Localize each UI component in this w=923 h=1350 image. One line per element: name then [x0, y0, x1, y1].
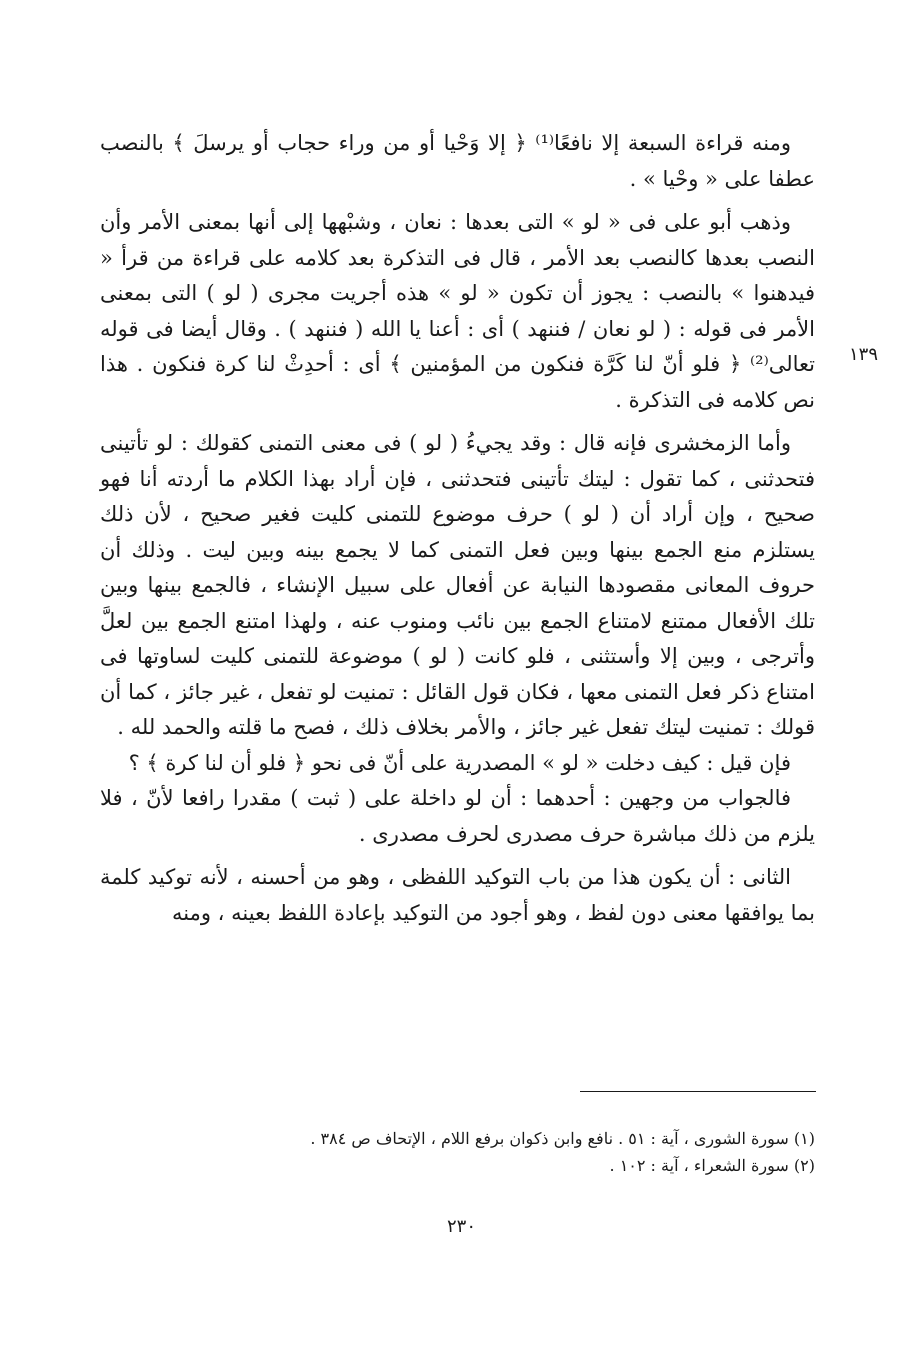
manuscript-margin-number: ١٣٩ — [848, 344, 878, 365]
paragraph-4: فإن قيل : كيف دخلت « لو » المصدرية على أنّ فى نحو ﴿ فلو أن لنا كرة ﴾ ؟ — [128, 750, 791, 775]
paragraph-1: ومنه قراءة السبعة إلا نافعًا⁽¹⁾ ﴿ إلا وَحْيا أو من وراء حجاب أو يرسلَ ﴾ بالنصب عطفا على « وحْيا » . — [100, 131, 815, 191]
footnote-1: (١) سورة الشورى ، آية : ٥١ . نافع وابن ذكوان برفع اللام ، الإتحاف ص ٣٨٤ . — [310, 1129, 815, 1148]
paragraph-6: الثانى : أن يكون هذا من باب التوكيد اللفظى ، وهو من أحسنه ، لأنه توكيد كلمة بما يوافقها معنى دون لفظ ، وهو أجود من التوكيد بإعادة اللفظ بعينه ، ومنه — [100, 865, 815, 925]
footnotes — [200, 1125, 815, 1179]
footnote-2: (٢) سورة الشعراء ، آية : ١٠٢ . — [609, 1156, 815, 1175]
page-number: ٢٣٠ — [446, 1216, 476, 1237]
paragraph-2: وذهب أبو على فى « لو » التى بعدها : نعان ، وشبْهها إلى أنها بمعنى الأمر وأن النصب بعدها كالنصب بعد الأمر ، قال فى التذكرة بعد كلامه على قراءة من قرأ « فيدهنوا » بالنصب : يجوز أن تكون « لو » هذه أجريت مجرى ( لو ) التى بمعنى الأمر فى قوله : ( لو نعان / فننهد ) أى : أعنا يا الله ( فننهد ) . وقال أيضا فى قوله تعالى⁽²⁾ ﴿ فلو أنّ لنا كَرَّة فنكون من المؤمنين ﴾ أى : أحدِثْ لنا كرة فنكون . هذا نص كلامه فى التذكرة . — [100, 210, 815, 412]
main-text — [100, 126, 815, 931]
paragraph-5: فالجواب من وجهين : أحدهما : أن لو داخلة على ( ثبت ) مقدرا رافعا لأنّ ، فلا يلزم من ذلك مباشرة حرف مصدرى لحرف مصدرى . — [100, 786, 815, 846]
footnote-divider — [580, 1091, 816, 1092]
paragraph-3: وأما الزمخشرى فإنه قال : وقد يجيءُ ( لو ) فى معنى التمنى كقولك : لو تأتينى فتحدثنى ، كما تقول : ليتك تأتينى فتحدثنى ، فإن أراد بهذا الكلام ما أردته أنا فهو صحيح ، وإن أراد أن ( لو ) حرف موضوع للتمنى كليت فغير صحيح ، لأن ذلك يستلزم منع الجمع بينها وبين فعل التمنى كما لا يجمع بينه وبين ليت . وذلك أن حروف المعانى مقصودها النيابة عن أفعال على سبيل الإنشاء ، فالجمع بينها وبين تلك الأفعال ممتنع لامتناع الجمع بين نائب ومنوب عنه ، ولهذا امتنع الجمع بين لعلَّ وأترجى ، وبين إلا وأستثنى ، فلو كانت ( لو ) موضوعة للتمنى كليت لساوتها فى امتناع ذكر فعل التمنى معها ، فكان قول القائل : تمنيت لو تفعل ، غير جائز ، كما أن قولك : تمنيت ليتك تفعل غير جائز ، والأمر بخلاف ذلك ، فصح ما قلته والحمد لله . — [100, 431, 815, 739]
